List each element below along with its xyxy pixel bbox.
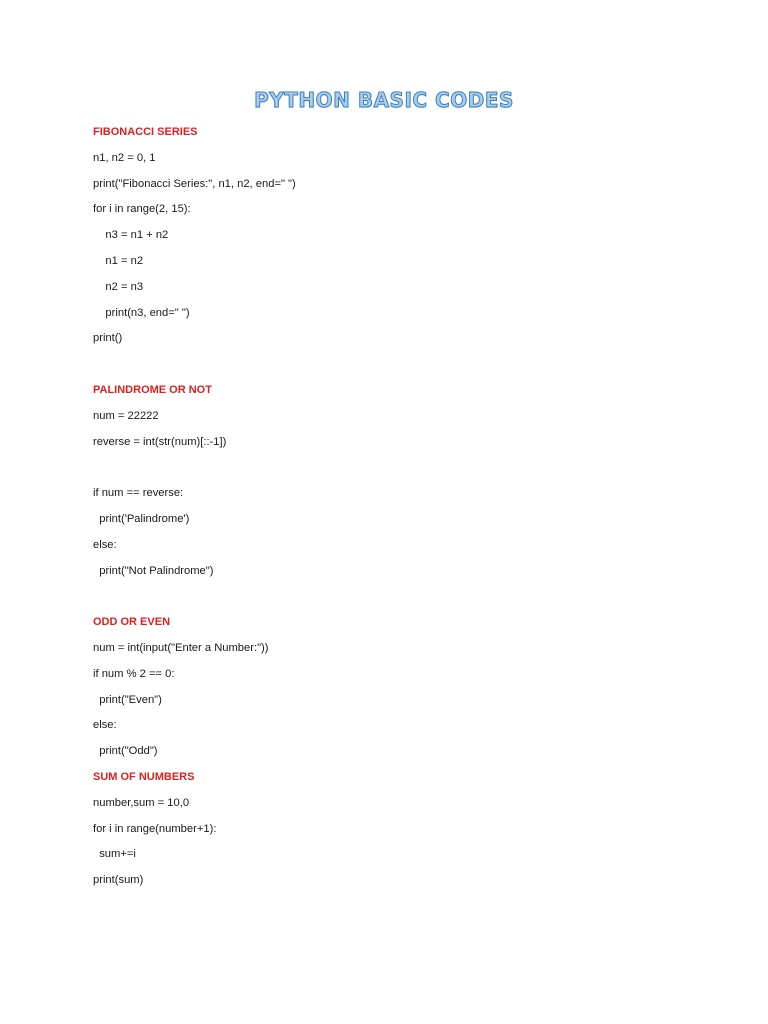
code-line: n3 = n1 + n2	[93, 229, 169, 242]
code-line: print("Even")	[93, 693, 162, 706]
section-heading-palindrome: PALINDROME OR NOT	[93, 383, 212, 396]
code-line: print("Fibonacci Series:", n1, n2, end=" ")	[93, 177, 296, 190]
code-line: print(sum)	[93, 874, 144, 887]
code-line: reverse = int(str(num)[::-1])	[93, 435, 227, 448]
section-heading-fibonacci: FIBONACCI SERIES	[93, 126, 198, 138]
code-line: else:	[93, 538, 117, 551]
code-line: n1 = n2	[93, 254, 144, 267]
code-line: number,sum = 10,0	[93, 796, 190, 809]
code-line: print()	[93, 332, 123, 345]
code-line: print("Not Palindrome")	[93, 564, 214, 577]
code-line: if num % 2 == 0:	[93, 667, 175, 680]
code-line: print("Odd")	[93, 745, 158, 758]
code-line: if num == reverse:	[93, 487, 184, 500]
section-heading-sum-numbers: SUM OF NUMBERS	[93, 770, 195, 783]
code-line: n1, n2 = 0, 1	[93, 151, 156, 164]
code-line-blank	[93, 455, 693, 481]
code-line: num = 22222	[93, 409, 159, 422]
section-heading-odd-even: ODD OR EVEN	[93, 616, 171, 629]
code-line: n2 = n3	[93, 280, 144, 293]
document-title: PYTHON BASIC CODES	[254, 88, 514, 112]
code-line: sum+=i	[93, 848, 136, 861]
section-spacer	[93, 352, 693, 378]
code-line: for i in range(number+1):	[93, 822, 217, 835]
code-line: else:	[93, 719, 117, 732]
section-spacer	[93, 584, 693, 610]
code-line: print('Palindrome')	[93, 512, 190, 525]
code-line: print(n3, end=" ")	[93, 306, 190, 319]
document-body	[93, 120, 693, 894]
code-line: num = int(input("Enter a Number:"))	[93, 641, 269, 654]
code-line: for i in range(2, 15):	[93, 203, 191, 216]
